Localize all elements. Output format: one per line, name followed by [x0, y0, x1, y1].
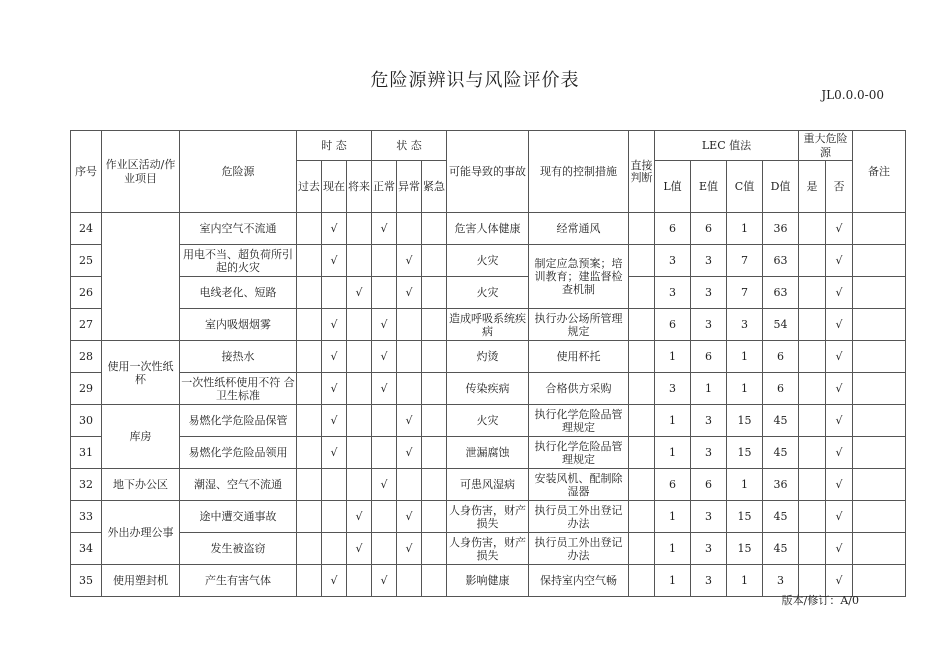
cell-state-emergency	[422, 565, 447, 597]
cell-state-abnormal: √	[397, 277, 422, 309]
cell-tense-future	[347, 469, 372, 501]
cell-tense-now: √	[322, 309, 347, 341]
table-row	[71, 405, 906, 437]
cell-hazard: 室内吸烟烟雾	[180, 309, 297, 341]
cell-hazard: 易燃化学危险品领用	[180, 437, 297, 469]
cell-d: 6	[763, 373, 799, 405]
cell-tense-future: √	[347, 533, 372, 565]
cell-e: 3	[691, 245, 727, 277]
table-row	[71, 373, 906, 405]
cell-remark	[853, 373, 906, 405]
cell-c: 1	[727, 373, 763, 405]
header-hazard: 危险源	[180, 131, 297, 213]
cell-major-yes	[799, 533, 826, 565]
table-body	[71, 213, 906, 597]
cell-tense-now: √	[322, 373, 347, 405]
cell-state-emergency	[422, 341, 447, 373]
cell-control: 保持室内空气畅	[529, 565, 629, 597]
table-row	[71, 501, 906, 533]
cell-accident: 火灾	[447, 405, 529, 437]
cell-control: 安装风机、配制除湿器	[529, 469, 629, 501]
cell-tense-future	[347, 245, 372, 277]
cell-c: 1	[727, 213, 763, 245]
cell-activity	[102, 213, 180, 341]
cell-c: 15	[727, 501, 763, 533]
cell-d: 6	[763, 341, 799, 373]
cell-seq: 35	[71, 565, 102, 597]
cell-e: 3	[691, 533, 727, 565]
cell-state-abnormal: √	[397, 533, 422, 565]
cell-tense-past	[297, 533, 322, 565]
cell-direct	[629, 373, 655, 405]
cell-state-normal	[372, 405, 397, 437]
header-remark: 备注	[853, 131, 906, 213]
cell-tense-past	[297, 341, 322, 373]
cell-tense-future	[347, 437, 372, 469]
cell-remark	[853, 533, 906, 565]
cell-state-emergency	[422, 533, 447, 565]
cell-c: 7	[727, 245, 763, 277]
cell-tense-past	[297, 565, 322, 597]
cell-remark	[853, 501, 906, 533]
cell-l: 1	[655, 565, 691, 597]
table-row	[71, 469, 906, 501]
cell-tense-past	[297, 373, 322, 405]
cell-major-no: √	[826, 213, 853, 245]
cell-activity: 使用塑封机	[102, 565, 180, 597]
version-footer: 版本/修订：A/0	[781, 594, 859, 607]
cell-state-abnormal	[397, 341, 422, 373]
header-state-emergency: 紧急	[422, 161, 447, 213]
cell-d: 36	[763, 213, 799, 245]
cell-activity: 使用一次性纸杯	[102, 341, 180, 405]
cell-c: 1	[727, 469, 763, 501]
cell-seq: 33	[71, 501, 102, 533]
cell-direct	[629, 405, 655, 437]
cell-state-normal	[372, 245, 397, 277]
cell-state-normal: √	[372, 213, 397, 245]
cell-accident: 危害人体健康	[447, 213, 529, 245]
cell-c: 15	[727, 405, 763, 437]
cell-tense-past	[297, 501, 322, 533]
header-control: 现有的控制措施	[529, 131, 629, 213]
cell-control: 合格供方采购	[529, 373, 629, 405]
cell-state-emergency	[422, 501, 447, 533]
cell-control: 执行化学危险品管理规定	[529, 405, 629, 437]
cell-l: 1	[655, 533, 691, 565]
cell-accident: 传染疾病	[447, 373, 529, 405]
cell-state-abnormal: √	[397, 405, 422, 437]
cell-e: 3	[691, 405, 727, 437]
cell-major-no: √	[826, 501, 853, 533]
cell-tense-past	[297, 469, 322, 501]
header-tense: 时 态	[297, 131, 372, 161]
cell-tense-now: √	[322, 341, 347, 373]
header-c: C值	[727, 161, 763, 213]
cell-seq: 28	[71, 341, 102, 373]
cell-seq: 30	[71, 405, 102, 437]
header-direct: 直接判断	[629, 131, 655, 213]
cell-direct	[629, 469, 655, 501]
cell-tense-now: √	[322, 405, 347, 437]
header-e: E值	[691, 161, 727, 213]
cell-activity: 库房	[102, 405, 180, 469]
cell-direct	[629, 437, 655, 469]
cell-hazard: 潮湿、空气不流通	[180, 469, 297, 501]
cell-accident: 火灾	[447, 245, 529, 277]
cell-control: 制定应急预案；培训教育；建监督检查机制	[529, 245, 629, 309]
cell-tense-now	[322, 533, 347, 565]
cell-major-no: √	[826, 469, 853, 501]
header-seq: 序号	[71, 131, 102, 213]
cell-activity: 地下办公区	[102, 469, 180, 501]
cell-state-emergency	[422, 245, 447, 277]
cell-accident: 火灾	[447, 277, 529, 309]
cell-tense-now: √	[322, 437, 347, 469]
cell-major-no: √	[826, 533, 853, 565]
cell-remark	[853, 565, 906, 597]
table-row	[71, 565, 906, 597]
cell-tense-future	[347, 405, 372, 437]
cell-e: 3	[691, 565, 727, 597]
cell-seq: 31	[71, 437, 102, 469]
cell-l: 1	[655, 501, 691, 533]
cell-seq: 32	[71, 469, 102, 501]
cell-l: 6	[655, 213, 691, 245]
cell-state-abnormal: √	[397, 245, 422, 277]
header-no: 否	[826, 161, 853, 213]
cell-control: 执行员工外出登记办法	[529, 533, 629, 565]
cell-tense-now	[322, 469, 347, 501]
cell-l: 3	[655, 245, 691, 277]
cell-direct	[629, 245, 655, 277]
cell-d: 54	[763, 309, 799, 341]
table-row	[71, 309, 906, 341]
cell-e: 6	[691, 341, 727, 373]
cell-control: 执行员工外出登记办法	[529, 501, 629, 533]
cell-remark	[853, 469, 906, 501]
cell-activity: 外出办理公事	[102, 501, 180, 565]
cell-l: 3	[655, 373, 691, 405]
cell-l: 6	[655, 309, 691, 341]
cell-major-yes	[799, 501, 826, 533]
cell-major-yes	[799, 245, 826, 277]
cell-tense-future	[347, 373, 372, 405]
header-tense-now: 现在	[322, 161, 347, 213]
header-lec: LEC 值法	[655, 131, 799, 161]
cell-state-emergency	[422, 405, 447, 437]
cell-state-abnormal	[397, 373, 422, 405]
cell-e: 3	[691, 277, 727, 309]
cell-tense-past	[297, 309, 322, 341]
cell-hazard: 易燃化学危险品保管	[180, 405, 297, 437]
cell-major-no: √	[826, 309, 853, 341]
cell-tense-future	[347, 341, 372, 373]
cell-state-abnormal: √	[397, 501, 422, 533]
cell-hazard: 用电不当、超负荷所引起的火灾	[180, 245, 297, 277]
cell-tense-past	[297, 213, 322, 245]
cell-tense-past	[297, 405, 322, 437]
header-state: 状 态	[372, 131, 447, 161]
cell-tense-past	[297, 437, 322, 469]
cell-major-yes	[799, 309, 826, 341]
cell-state-abnormal	[397, 565, 422, 597]
cell-major-no: √	[826, 437, 853, 469]
cell-state-normal: √	[372, 373, 397, 405]
cell-tense-future	[347, 213, 372, 245]
cell-remark	[853, 405, 906, 437]
header-state-abnormal: 异常	[397, 161, 422, 213]
cell-state-emergency	[422, 373, 447, 405]
cell-d: 45	[763, 501, 799, 533]
document-title: 危险源辨识与风险评价表	[370, 70, 580, 91]
cell-major-yes	[799, 213, 826, 245]
cell-state-normal	[372, 277, 397, 309]
cell-l: 1	[655, 405, 691, 437]
cell-e: 6	[691, 213, 727, 245]
table-row	[71, 245, 906, 277]
document-code: JL0.0.0-00	[821, 88, 884, 102]
cell-state-abnormal: √	[397, 437, 422, 469]
cell-seq: 24	[71, 213, 102, 245]
cell-hazard: 发生被盗窃	[180, 533, 297, 565]
cell-state-emergency	[422, 213, 447, 245]
cell-direct	[629, 533, 655, 565]
cell-e: 3	[691, 501, 727, 533]
cell-major-no: √	[826, 277, 853, 309]
cell-tense-now: √	[322, 213, 347, 245]
cell-accident: 人身伤害，财产损失	[447, 501, 529, 533]
cell-accident: 造成呼吸系统疾病	[447, 309, 529, 341]
cell-direct	[629, 213, 655, 245]
cell-major-yes	[799, 341, 826, 373]
table-row	[71, 277, 906, 309]
cell-e: 6	[691, 469, 727, 501]
cell-d: 45	[763, 437, 799, 469]
cell-d: 45	[763, 533, 799, 565]
header-l: L值	[655, 161, 691, 213]
cell-e: 3	[691, 437, 727, 469]
cell-remark	[853, 277, 906, 309]
header-activity: 作业区活动/作业项目	[102, 131, 180, 213]
cell-major-no: √	[826, 405, 853, 437]
cell-direct	[629, 309, 655, 341]
cell-l: 3	[655, 277, 691, 309]
table-row	[71, 213, 906, 245]
cell-hazard: 接热水	[180, 341, 297, 373]
cell-major-yes	[799, 437, 826, 469]
cell-state-normal	[372, 501, 397, 533]
cell-control: 经常通风	[529, 213, 629, 245]
cell-tense-future: √	[347, 277, 372, 309]
cell-d: 3	[763, 565, 799, 597]
cell-accident: 灼烫	[447, 341, 529, 373]
cell-tense-future	[347, 565, 372, 597]
cell-d: 45	[763, 405, 799, 437]
cell-tense-now: √	[322, 245, 347, 277]
cell-control: 使用杯托	[529, 341, 629, 373]
cell-seq: 34	[71, 533, 102, 565]
cell-hazard: 电线老化、短路	[180, 277, 297, 309]
cell-tense-now	[322, 501, 347, 533]
header-yes: 是	[799, 161, 826, 213]
cell-accident: 泄漏腐蚀	[447, 437, 529, 469]
cell-state-emergency	[422, 309, 447, 341]
cell-state-normal: √	[372, 469, 397, 501]
cell-direct	[629, 277, 655, 309]
cell-state-normal: √	[372, 565, 397, 597]
cell-major-no: √	[826, 341, 853, 373]
cell-c: 15	[727, 533, 763, 565]
cell-major-yes	[799, 469, 826, 501]
cell-tense-past	[297, 277, 322, 309]
cell-e: 3	[691, 309, 727, 341]
cell-seq: 26	[71, 277, 102, 309]
cell-c: 1	[727, 565, 763, 597]
cell-seq: 27	[71, 309, 102, 341]
cell-state-normal: √	[372, 309, 397, 341]
cell-remark	[853, 309, 906, 341]
cell-remark	[853, 213, 906, 245]
cell-tense-now	[322, 277, 347, 309]
cell-tense-now: √	[322, 565, 347, 597]
cell-tense-past	[297, 245, 322, 277]
cell-state-emergency	[422, 437, 447, 469]
cell-state-emergency	[422, 469, 447, 501]
header-tense-future: 将来	[347, 161, 372, 213]
cell-accident: 可患风湿病	[447, 469, 529, 501]
cell-d: 63	[763, 277, 799, 309]
cell-hazard: 途中遭交通事故	[180, 501, 297, 533]
cell-tense-future	[347, 309, 372, 341]
cell-control: 执行办公场所管理规定	[529, 309, 629, 341]
table-row	[71, 437, 906, 469]
cell-hazard: 产生有害气体	[180, 565, 297, 597]
cell-major-no: √	[826, 373, 853, 405]
cell-hazard: 一次性纸杯使用不符 合卫生标准	[180, 373, 297, 405]
header-major: 重大危险源	[799, 131, 853, 161]
cell-major-no: √	[826, 245, 853, 277]
cell-c: 1	[727, 341, 763, 373]
cell-hazard: 室内空气不流通	[180, 213, 297, 245]
cell-d: 36	[763, 469, 799, 501]
cell-direct	[629, 565, 655, 597]
cell-e: 1	[691, 373, 727, 405]
cell-state-emergency	[422, 277, 447, 309]
cell-remark	[853, 437, 906, 469]
cell-tense-future: √	[347, 501, 372, 533]
cell-state-abnormal	[397, 213, 422, 245]
cell-accident: 人身伤害，财产损失	[447, 533, 529, 565]
cell-c: 7	[727, 277, 763, 309]
header-d: D值	[763, 161, 799, 213]
cell-state-normal	[372, 437, 397, 469]
cell-direct	[629, 341, 655, 373]
cell-c: 3	[727, 309, 763, 341]
cell-l: 1	[655, 341, 691, 373]
header-accident: 可能导致的事故	[447, 131, 529, 213]
cell-remark	[853, 245, 906, 277]
cell-direct	[629, 501, 655, 533]
hazard-risk-table	[70, 130, 906, 597]
cell-seq: 25	[71, 245, 102, 277]
cell-major-yes	[799, 373, 826, 405]
cell-major-yes	[799, 405, 826, 437]
cell-major-yes	[799, 277, 826, 309]
cell-state-normal: √	[372, 341, 397, 373]
header-tense-past: 过去	[297, 161, 322, 213]
cell-l: 6	[655, 469, 691, 501]
cell-l: 1	[655, 437, 691, 469]
cell-state-abnormal	[397, 309, 422, 341]
cell-accident: 影响健康	[447, 565, 529, 597]
header-state-normal: 正常	[372, 161, 397, 213]
cell-major-no: √	[826, 565, 853, 597]
cell-state-abnormal	[397, 469, 422, 501]
table-row	[71, 341, 906, 373]
table-row	[71, 533, 906, 565]
cell-control: 执行化学危险品管理规定	[529, 437, 629, 469]
cell-d: 63	[763, 245, 799, 277]
cell-c: 15	[727, 437, 763, 469]
cell-remark	[853, 341, 906, 373]
cell-seq: 29	[71, 373, 102, 405]
cell-state-normal	[372, 533, 397, 565]
